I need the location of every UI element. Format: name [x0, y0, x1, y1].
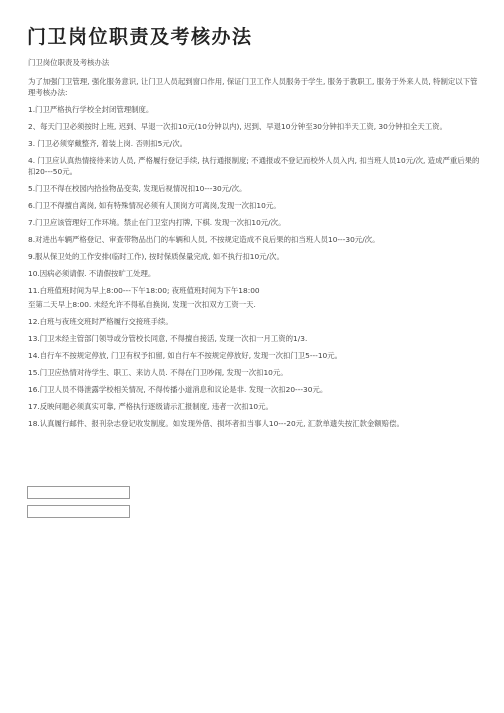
document-title: 门卫岗位职责及考核办法 [27, 26, 253, 48]
paragraph-rule-9: 9.服从保卫处的工作安排(临时工作), 按时保质保量完成, 如不执行扣10元/次。 [28, 252, 284, 261]
paragraph-rule-11-continued: 至第二天早上8:00. 未经允许不得私自换岗, 发现一次扣双方工资一天. [28, 300, 256, 309]
paragraph-rule-18: 18.认真履行邮件、报刊杂志登记收发制度。如发现外借、损坏者扣当事人10---20元, 汇款单遗失按汇款金额赔偿。 [28, 419, 404, 428]
paragraph-rule-8: 8.对进出车辆严格登记、审查带物品出门的车辆和人员, 不按规定造成不良后果的扣当班人员10---30元/次。 [28, 235, 380, 244]
empty-box [27, 505, 130, 518]
paragraph-rule-10: 10.因病必须请假. 不请假按旷工处理。 [28, 269, 156, 278]
paragraph-rule-5: 5.门卫不得在校园内拾捡物品变卖, 发现后视情况扣10---30元/次。 [28, 184, 247, 193]
paragraph-rule-3: 3. 门卫必须穿戴整齐, 着装上岗. 否则扣5元/次。 [28, 139, 188, 148]
paragraph-rule-7: 7.门卫应该管理好工作环境。禁止在门卫室内打牌, 下棋. 发现一次扣10元/次。 [28, 218, 286, 227]
paragraph-rule-6: 6.门卫不得擅自离岗, 如有特殊情况必须有人顶岗方可离岗,发现一次扣10元。 [28, 201, 281, 210]
empty-box [27, 486, 130, 499]
paragraph-rule-4: 4. 门卫应认真热情接待来访人员, 严格履行登记手续, 执行通报制度; 不通报或不登记而校外人员入内, 扣当班人员10元/次, 造成严重后果的扣20---50元。 [28, 156, 480, 176]
paragraph-rule-14: 14.自行车不按规定停放, 门卫有权予扣留, 如自行车不按规定停放好, 发现一次扣门卫5---10元。 [28, 351, 343, 360]
paragraph-rule-12: 12.白班与夜班交班时严格履行交接班手续。 [28, 317, 173, 326]
paragraph-rule-1: 1.门卫严格执行学校全封闭管理制度。 [28, 105, 154, 114]
document-subtitle: 门卫岗位职责及考核办法 [28, 58, 110, 67]
paragraph-rule-15: 15.门卫应热情对待学生、职工、来访人员. 不得在门卫吵闹, 发现一次扣10元。 [28, 368, 288, 377]
paragraph-rule-11: 11.白班值班时间为早上8:00---下午18:00; 夜班值班时间为下午18:00 [28, 286, 260, 295]
paragraph-rule-16: 16.门卫人员不得泄露学校相关情况, 不得传播小道消息和议论是非. 发现一次扣20---30元。 [28, 385, 328, 394]
paragraph-rule-2: 2、每天门卫必须按时上班, 迟到、早退一次扣10元(10分钟以内), 迟到、早退10分钟至30分钟扣半天工资, 30分钟扣全天工资。 [28, 122, 447, 131]
paragraph-intro: 为了加强门卫管理, 强化服务意识, 让门卫人员起到窗口作用, 保证门卫工作人员服务于学生, 服务于教职工, 服务于外来人员, 特制定以下管理考核办法: [28, 77, 478, 97]
paragraph-rule-13: 13.门卫未经主管部门领导或分管校长同意, 不得擅自接活, 发现一次扣一月工资的1/3. [28, 334, 308, 343]
document-body [28, 57, 480, 435]
paragraph-rule-17: 17.反映问题必须真实可靠, 严格执行逐级请示汇报制度, 违者一次扣10元。 [28, 402, 273, 411]
